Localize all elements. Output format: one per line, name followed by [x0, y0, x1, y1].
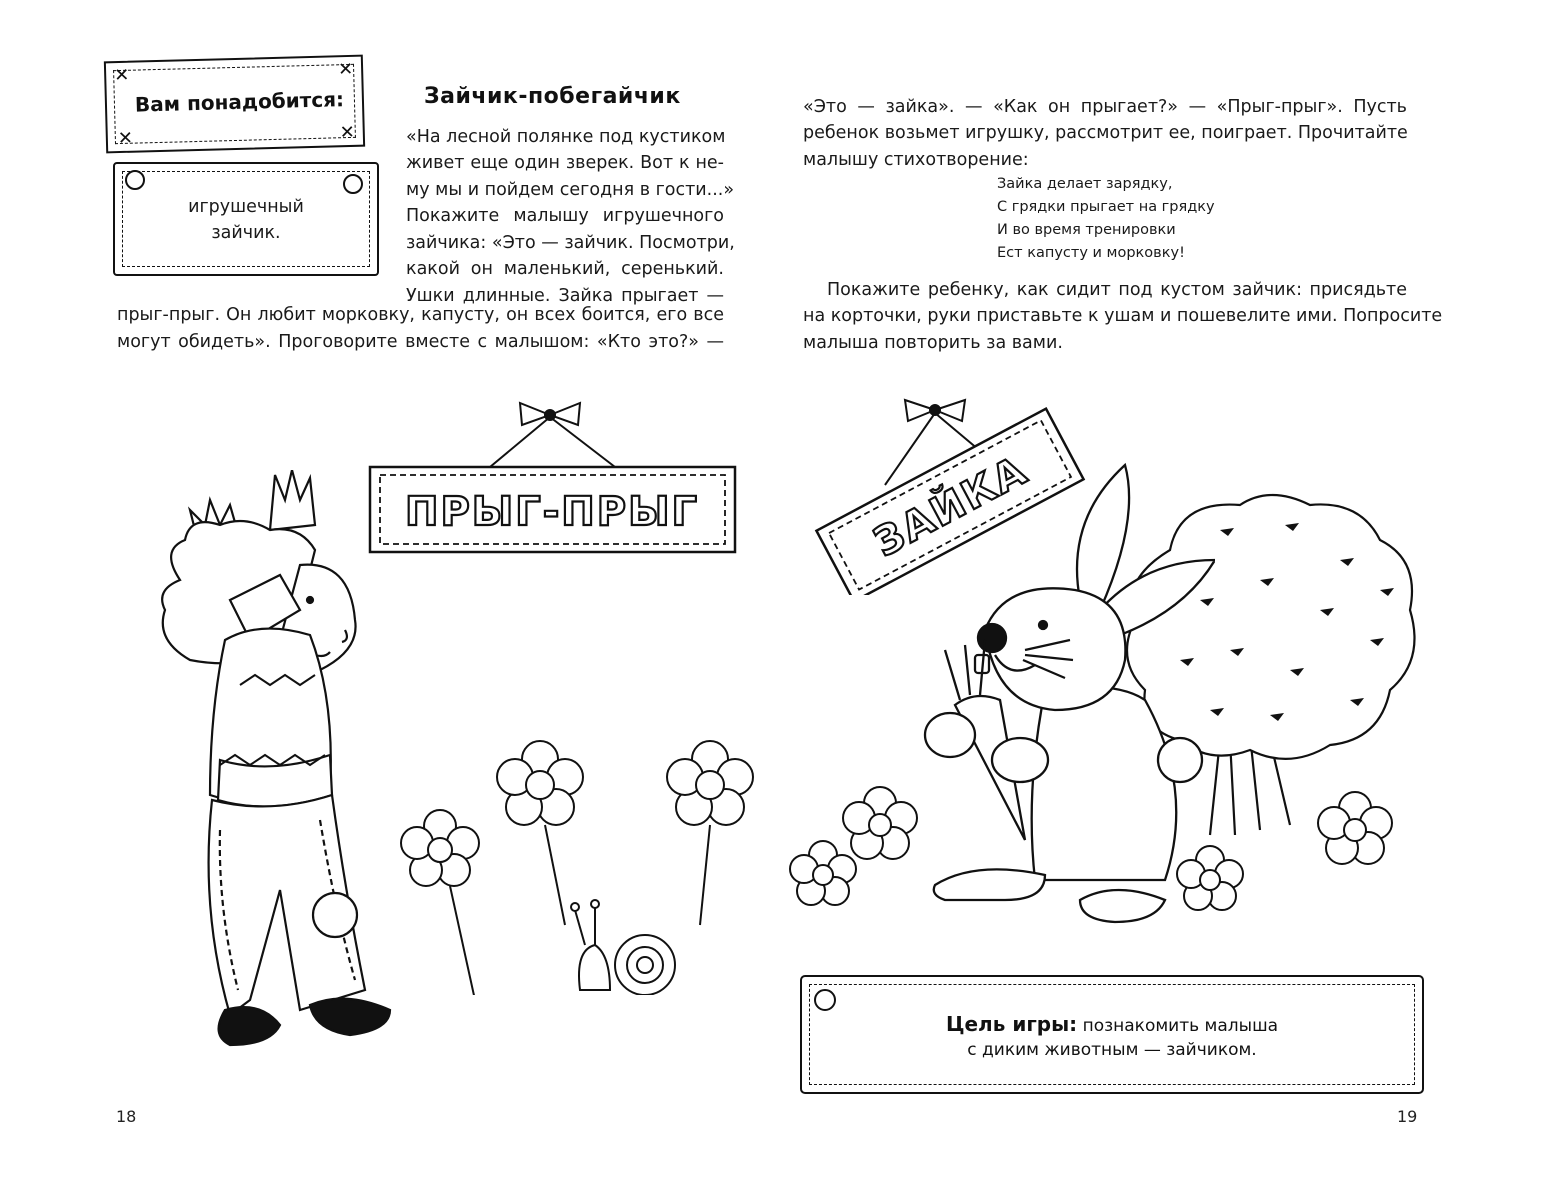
goal-label: Цель игры: — [945, 1012, 1078, 1036]
text-line: «На лесной полянке под кустиком — [406, 127, 726, 147]
jump-sign-text: ПРЫГ-ПРЫГ — [404, 489, 700, 535]
flowers-right — [785, 780, 1405, 950]
text-line: му мы и пойдем сегодня в гости...» — [406, 180, 735, 200]
text-line: на корточки, руки приставьте к ушам и пошевелите ими. Попросите — [803, 306, 1443, 326]
bow-icon — [520, 403, 580, 425]
page-number-left: 18 — [116, 1107, 137, 1126]
jump-sign — [360, 395, 750, 590]
cross-stitch-icon: ✕ — [337, 58, 354, 81]
poem-line: Зайка делает зарядку, — [997, 176, 1173, 192]
goal-text-2: с диким животным — зайчиком. — [967, 1040, 1257, 1060]
flower-icon — [1318, 792, 1392, 864]
needs-tag — [104, 55, 365, 154]
flower-icon — [843, 787, 917, 859]
text-line: малыша повторить за вами. — [803, 333, 1063, 353]
text-line: прыг-прыг. Он любит морковку, капусту, он всех боится, его все — [117, 305, 724, 325]
boy-illustration — [150, 470, 410, 1060]
page-title: Зайчик-побегайчик — [424, 84, 681, 109]
cross-stitch-icon: ✕ — [113, 64, 130, 87]
poem-line: С грядки прыгает на грядку — [997, 199, 1215, 215]
bow-icon — [905, 400, 965, 421]
text-line: зайчика: «Это — зайчик. Посмотри, — [406, 233, 735, 253]
text-line: ребенок возьмет игрушку, рассмотрит ее, поиграет. Прочитайте — [803, 123, 1408, 143]
text-line: Ушки длинные. Зайка прыгает — — [406, 286, 724, 306]
text-line: какой он маленький, серенький. — [406, 259, 724, 279]
item-line-2: зайчик. — [211, 223, 281, 243]
item-tag — [113, 162, 379, 276]
needs-label: Вам понадобится: — [134, 87, 345, 117]
text-line: малышу стихотворение: — [803, 150, 1029, 170]
button-icon — [814, 989, 836, 1011]
page-number-right: 19 — [1397, 1107, 1418, 1126]
snail-icon — [571, 900, 675, 995]
button-icon — [125, 170, 145, 190]
flower-icon — [497, 741, 583, 925]
poem-line: И во время тренировки — [997, 222, 1176, 238]
goal-box — [800, 975, 1424, 1094]
flowers-left — [400, 735, 760, 995]
text-line: живет еще один зверек. Вот к не- — [406, 153, 724, 173]
text-line: «Это — зайка». — «Как он прыгает?» — «Прыг-прыг». Пусть — [803, 97, 1407, 117]
item-line-1: игрушечный — [188, 197, 304, 217]
poem-line: Ест капусту и морковку! — [997, 245, 1185, 261]
cross-stitch-icon: ✕ — [117, 127, 134, 150]
flower-icon — [667, 741, 753, 925]
text-line: Покажите ребенку, как сидит под кустом зайчик: присядьте — [827, 280, 1407, 300]
bunny-sign-text: ЗАЙКА — [866, 447, 1036, 567]
flower-icon — [1177, 846, 1243, 910]
text-line: Покажите малышу игрушечного — [406, 206, 724, 226]
button-icon — [343, 174, 363, 194]
goal-text-1: познакомить малыша — [1082, 1016, 1279, 1036]
cross-stitch-icon: ✕ — [339, 121, 356, 144]
flower-icon — [401, 810, 479, 995]
flower-icon — [790, 841, 856, 905]
text-line: могут обидеть». Проговорите вместе с малышом: «Кто это?» — — [117, 332, 724, 352]
